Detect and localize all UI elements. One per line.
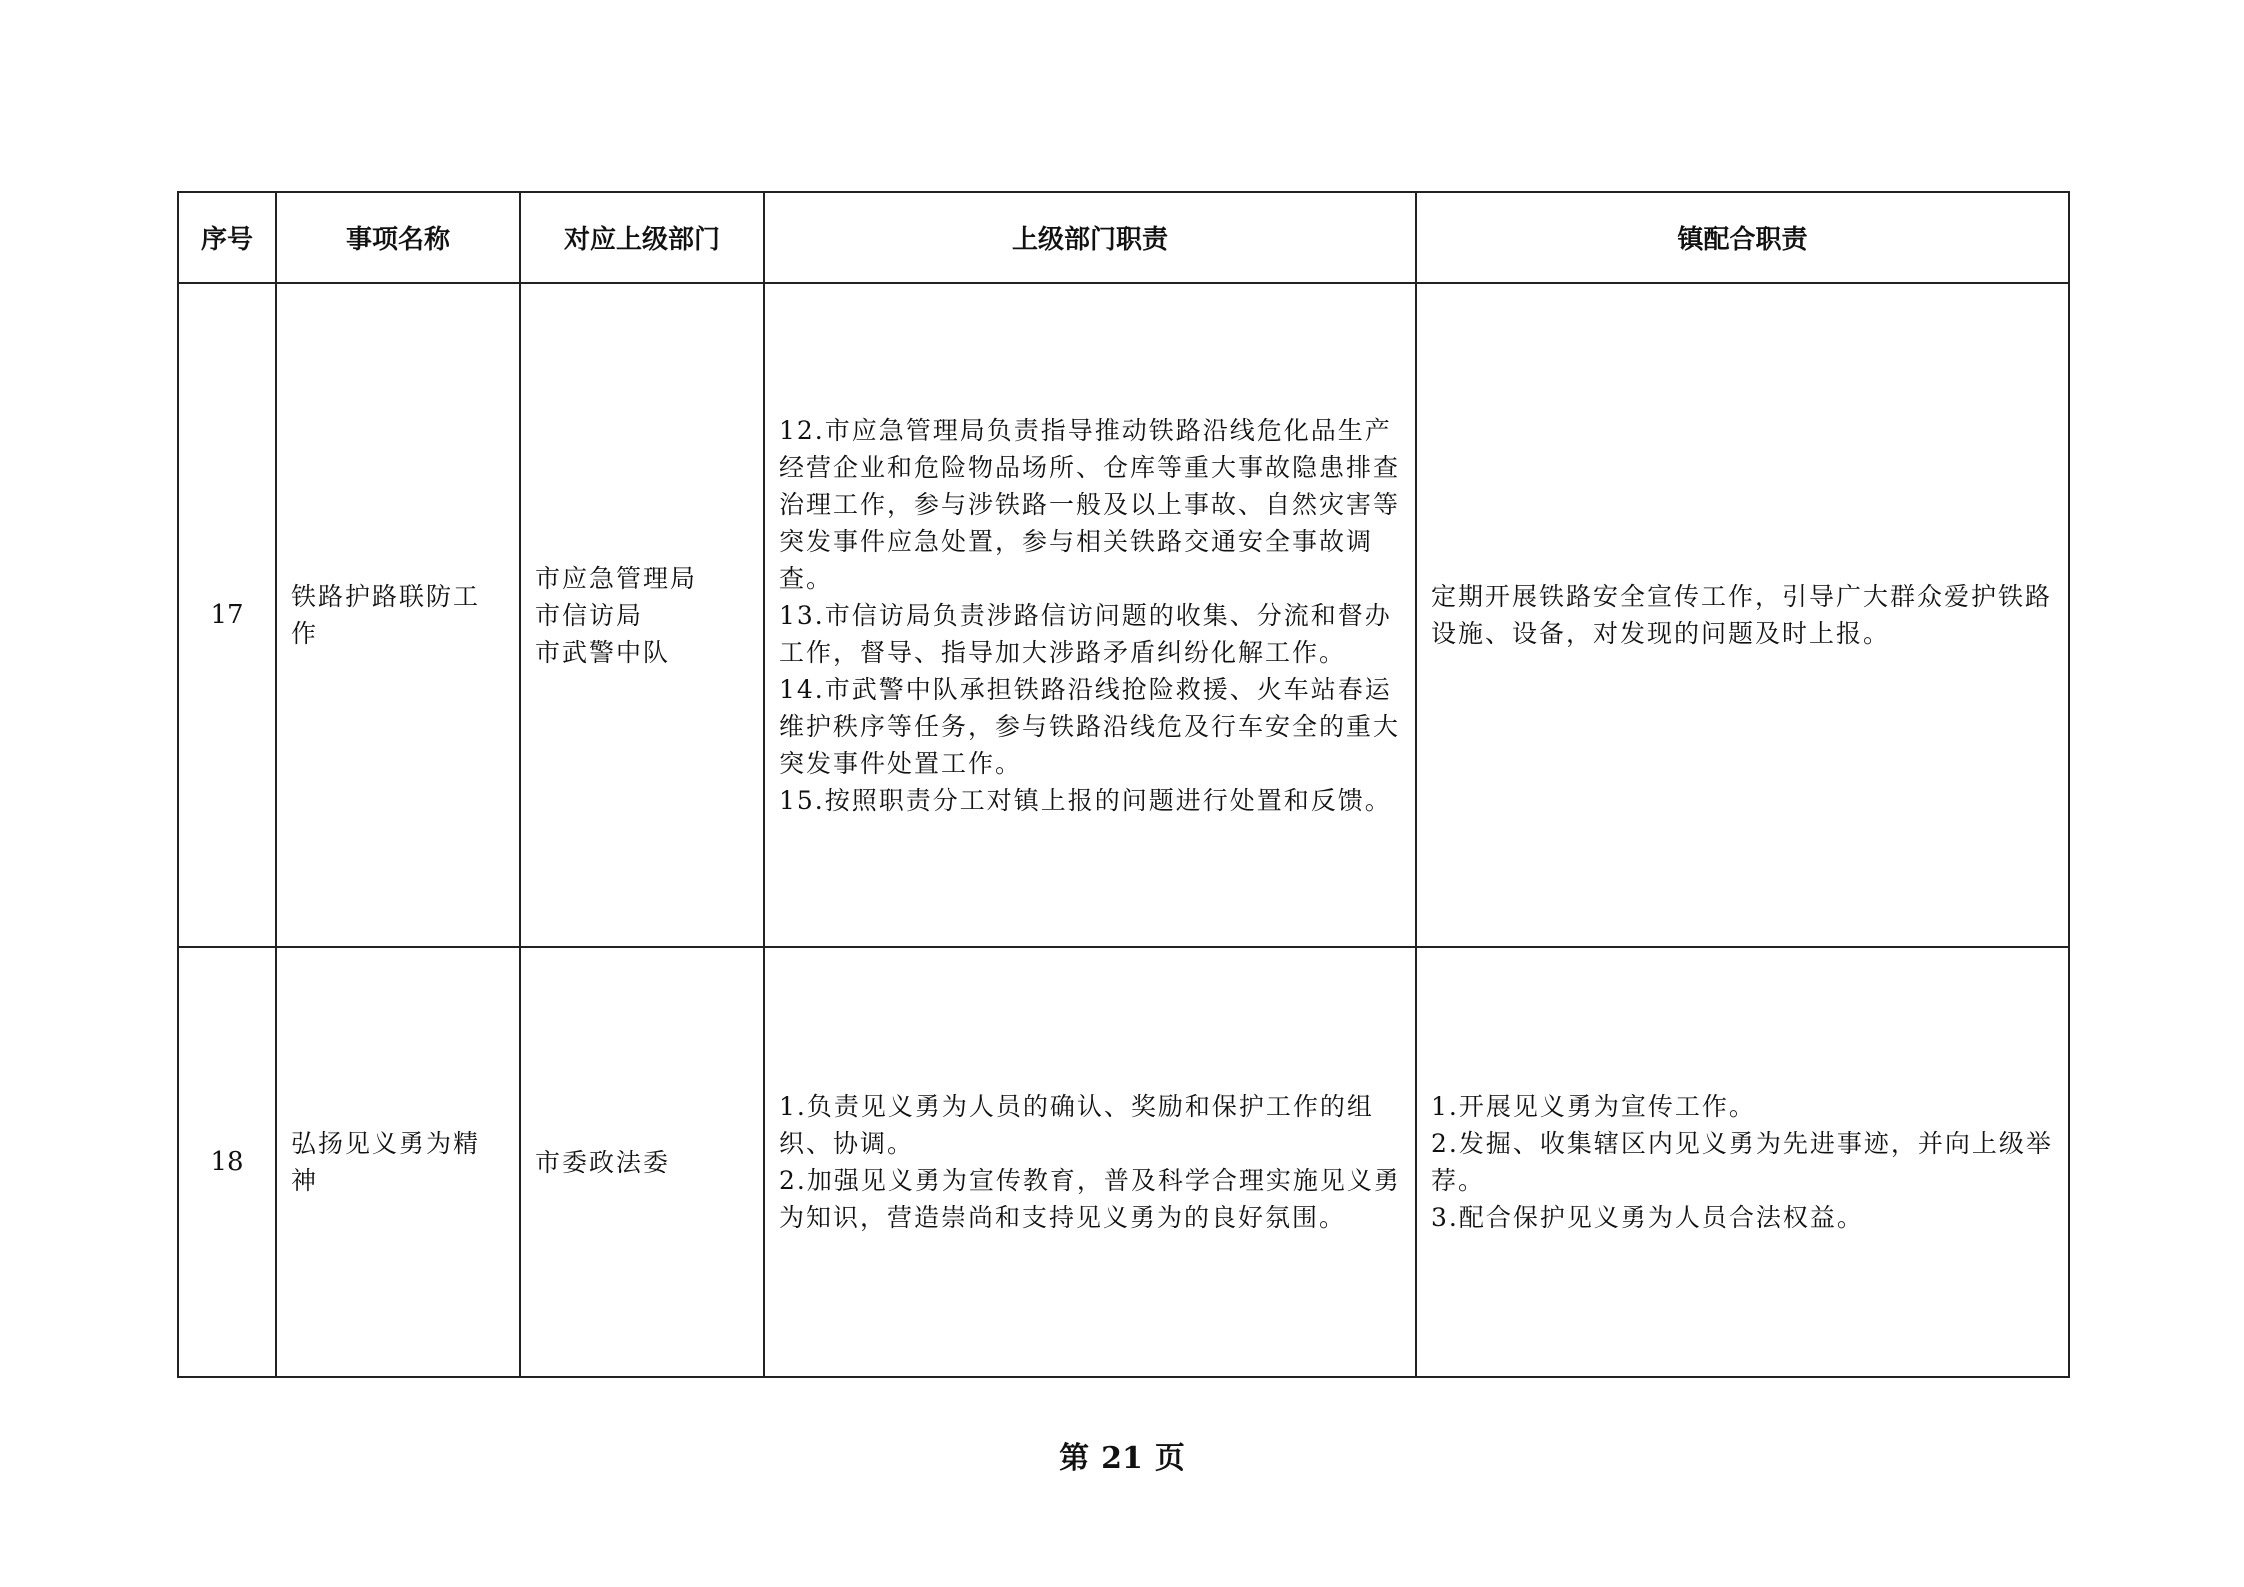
row-upper-department: 市应急管理局 市信访局 市武警中队 bbox=[520, 283, 764, 947]
row-serial-number: 18 bbox=[178, 947, 276, 1377]
header-town-duty: 镇配合职责 bbox=[1416, 192, 2069, 283]
row-serial-number: 17 bbox=[178, 283, 276, 947]
row-item-name: 弘扬见义勇为精神 bbox=[276, 947, 520, 1377]
page-prefix: 第 bbox=[1059, 1441, 1090, 1476]
header-serial-number: 序号 bbox=[178, 192, 276, 283]
header-upper-department-duty: 上级部门职责 bbox=[764, 192, 1416, 283]
row-town-duty: 1.开展见义勇为宣传工作。 2.发掘、收集辖区内见义勇为先进事迹，并向上级举荐。 3.配合保护见义勇为人员合法权益。 bbox=[1416, 947, 2069, 1377]
page-suffix: 页 bbox=[1154, 1441, 1185, 1476]
row-item-name: 铁路护路联防工作 bbox=[276, 283, 520, 947]
header-upper-department: 对应上级部门 bbox=[520, 192, 764, 283]
header-item-name: 事项名称 bbox=[276, 192, 520, 283]
page-number: 21 bbox=[1101, 1441, 1143, 1476]
row-upper-department-duty: 12.市应急管理局负责指导推动铁路沿线危化品生产经营企业和危险物品场所、仓库等重大事故隐患排查治理工作，参与涉铁路一般及以上事故、自然灾害等突发事件应急处置，参与相关铁路交通安全事故调查。 13.市信访局负责涉路信访问题的收集、分流和督办工作，督导、指导加大涉路矛盾纠纷化解工作。 14.市武警中队承担铁路沿线抢险救援、火车站春运维护秩序等任务，参与铁路沿线危及行车安全的重大突发事件处置工作。 15.按照职责分工对镇上报的问题进行处置和反馈。 bbox=[764, 283, 1416, 947]
page-number-footer bbox=[0, 1433, 2244, 1477]
row-town-duty: 定期开展铁路安全宣传工作，引导广大群众爱护铁路设施、设备，对发现的问题及时上报。 bbox=[1416, 283, 2069, 947]
table-row bbox=[178, 947, 2069, 1377]
table-header-row bbox=[178, 192, 2069, 283]
duty-table bbox=[177, 191, 2070, 1378]
row-upper-department: 市委政法委 bbox=[520, 947, 764, 1377]
row-upper-department-duty: 1.负责见义勇为人员的确认、奖励和保护工作的组织、协调。 2.加强见义勇为宣传教育，普及科学合理实施见义勇为知识，营造崇尚和支持见义勇为的良好氛围。 bbox=[764, 947, 1416, 1377]
table-row bbox=[178, 283, 2069, 947]
